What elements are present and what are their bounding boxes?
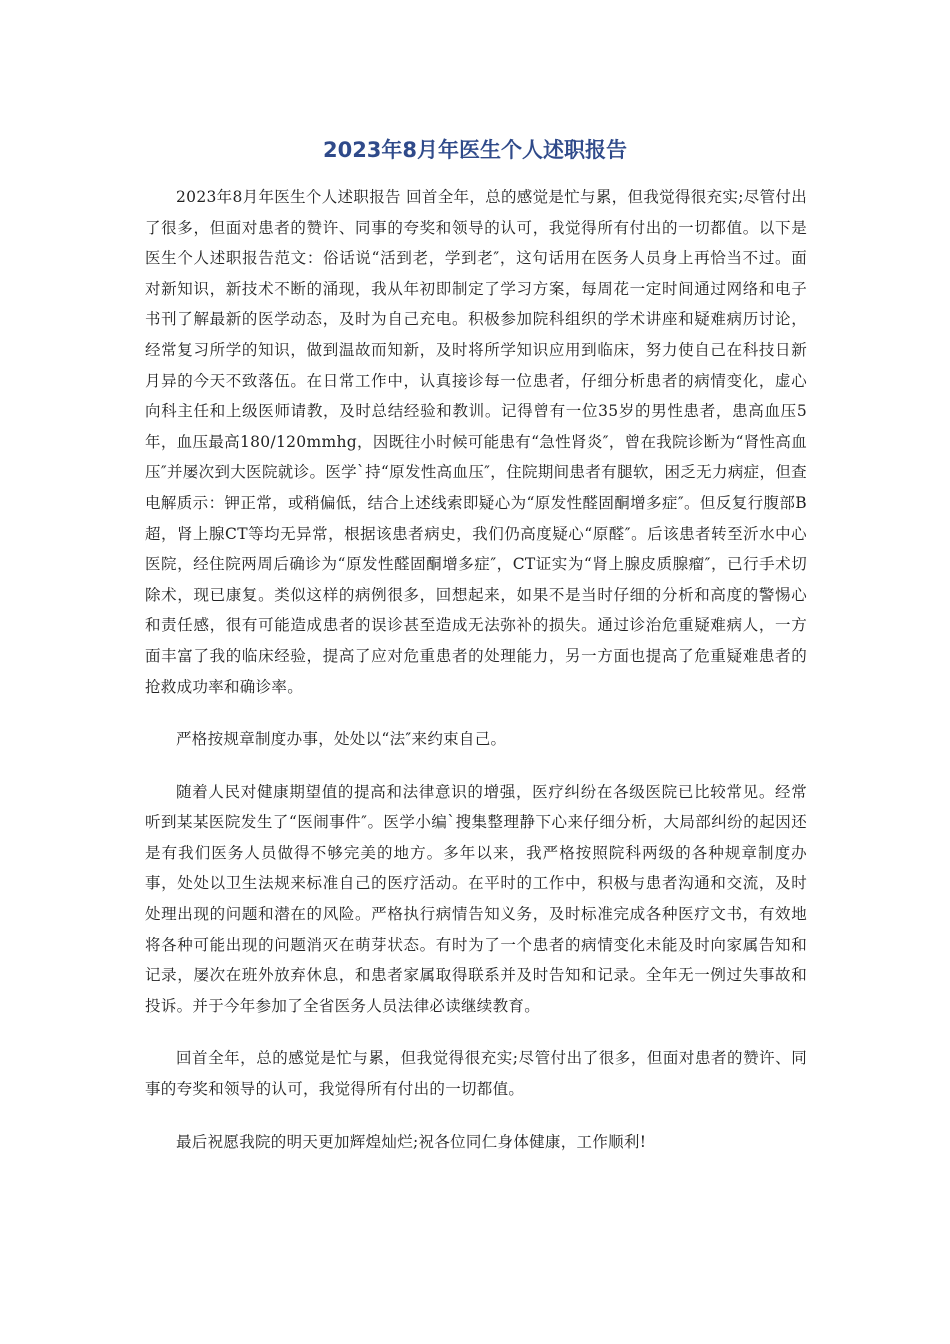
paragraph-rules: 严格按规章制度办事，处处以“法″来约束自己。 xyxy=(176,730,507,749)
paragraph-closing: 最后祝愿我院的明天更加辉煌灿烂;祝各位同仁身体健康，工作顺利! xyxy=(176,1132,647,1151)
document-title: 2023年8月年医生个人述职报告 xyxy=(322,138,628,162)
paragraph-disputes: 随着人民对健康期望值的提高和法律意识的增强，医疗纠纷在各级医院已比较常见。经常听到某某医院发生了“医闹事件″。医学小编`搜集整理静下心来仔细分析，大局部纠纷的起因还是有我们医务人员做得不够完美的地方。多年以来，我严格按照院科两级的各种规章制度办事，处处以卫生法规来标准自己的医疗活动。在平时的工作中，积极与患者沟通和交流，及时处理出现的问题和潜在的风险。严格执行病情告知义务，及时标准完成各种医疗文书，有效地将各种可能出现的问题消灭在萌芽状态。有时为了一个患者的病情变化未能及时向家属告知和记录，屡次在班外放弃休息，和患者家属取得联系并及时告知和记录。全年无一例过失事故和投诉。并于今年参加了全省医务人员法律必读继续教育。 xyxy=(145,782,807,1015)
paragraph-summary: 回首全年，总的感觉是忙与累，但我觉得很充实;尽管付出了很多，但面对患者的赞许、同事的夸奖和领导的认可，我觉得所有付出的一切都值。 xyxy=(145,1049,807,1099)
document-body xyxy=(145,182,807,1179)
paragraph-intro: 2023年8月年医生个人述职报告 回首全年，总的感觉是忙与累，但我觉得很充实;尽管付出了很多，但面对患者的赞许、同事的夸奖和领导的认可，我觉得所有付出的一切都值。以下是医生个人述职报告范文：俗话说“活到老，学到老″，这句话用在医务人员身上再恰当不过。面对新知识，新技术不断的涌现，我从年初即制定了学习方案，每周花一定时间通过网络和电子书刊了解最新的医学动态，及时为自己充电。积极参加院科组织的学术讲座和疑难病历讨论，经常复习所学的知识，做到温故而知新，及时将所学知识应用到临床，努力使自己在科技日新月异的今天不致落伍。在日常工作中，认真接诊每一位患者，仔细分析患者的病情变化，虚心向科主任和上级医师请教，及时总结经验和教训。记得曾有一位35岁的男性患者，患高血压5年，血压最高180/120mmhg，因既往小时候可能患有“急性肾炎″，曾在我院诊断为“肾性高血压″并屡次到大医院就诊。医学`持“原发性高血压″，住院期间患者有腿软，困乏无力病症，但查电解质示：钾正常，或稍偏低，结合上述线索即疑心为“原发性醛固酮增多症″。但反复行腹部B超，肾上腺CT等均无异常，根据该患者病史，我们仍高度疑心“原醛″。后该患者转至沂水中心医院，经住院两周后确诊为“原发性醛固酮增多症″，CT证实为“肾上腺皮质腺瘤″，已行手术切除术，现已康复。类似这样的病例很多，回想起来，如果不是当时仔细的分析和高度的警惕心和责任感，很有可能造成患者的误诊甚至造成无法弥补的损失。通过诊治危重疑难病人，一方面丰富了我的临床经验，提高了应对危重患者的处理能力，另一方面也提高了危重疑难患者的抢救成功率和确诊率。 xyxy=(145,188,807,696)
